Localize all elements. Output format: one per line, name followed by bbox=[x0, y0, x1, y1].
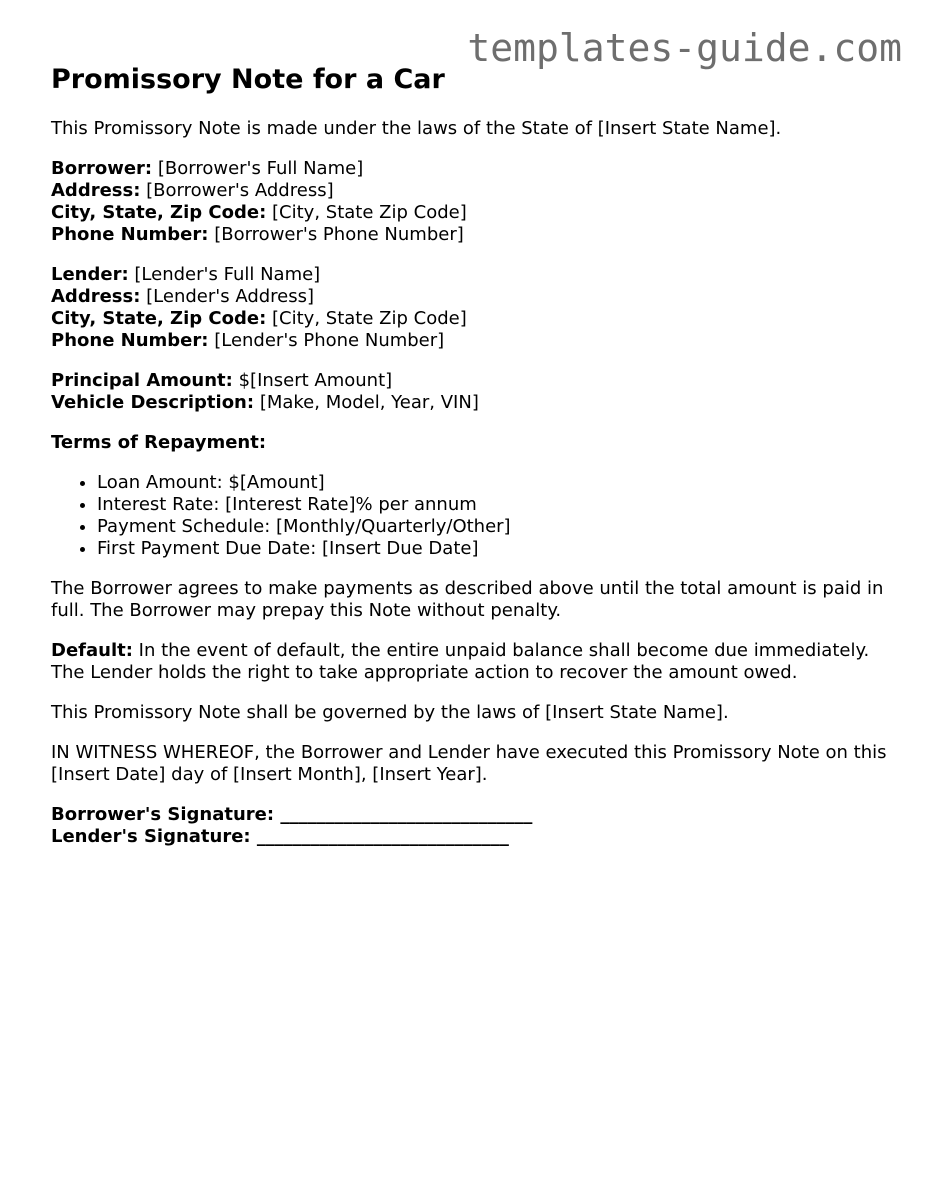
borrower-name-line bbox=[51, 158, 891, 180]
terms-list-item: • Interest Rate: [Interest Rate]% per annum bbox=[97, 494, 891, 516]
principal-value: $[Insert Amount] bbox=[238, 370, 393, 391]
lender-city-line bbox=[51, 308, 891, 330]
lender-address-line bbox=[51, 286, 891, 308]
default-text: In the event of default, the entire unpaid balance shall become due immediately. The Lender holds the right to take appropriate action to recover the amount owed. bbox=[51, 640, 870, 683]
lender-name-line bbox=[51, 264, 891, 286]
lender-signature-line bbox=[51, 826, 891, 848]
terms-list-item: • First Payment Due Date: [Insert Due Date] bbox=[97, 538, 891, 560]
borrower-phone-value: [Borrower's Phone Number] bbox=[214, 224, 464, 245]
borrower-city-line bbox=[51, 202, 891, 224]
terms-list-item: • Loan Amount: $[Amount] bbox=[97, 472, 891, 494]
borrower-name-value: [Borrower's Full Name] bbox=[157, 158, 364, 179]
lender-name-value: [Lender's Full Name] bbox=[134, 264, 321, 285]
default-label: Default: bbox=[51, 640, 133, 661]
terms-heading-label: Terms of Repayment: bbox=[51, 432, 267, 453]
lender-city-label: City, State, Zip Code: bbox=[51, 308, 267, 329]
lender-phone-value: [Lender's Phone Number] bbox=[214, 330, 445, 351]
loan-section bbox=[51, 370, 891, 414]
borrower-signature-label: Borrower's Signature: ____________________________ bbox=[51, 804, 533, 825]
signature-section bbox=[51, 804, 891, 848]
witness-paragraph: IN WITNESS WHEREOF, the Borrower and Lender have executed this Promissory Note on this [Insert Date] day of [Insert Month], [Insert Year]. bbox=[51, 742, 887, 785]
lender-address-value: [Lender's Address] bbox=[146, 286, 315, 307]
vehicle-label: Vehicle Description: bbox=[51, 392, 255, 413]
watermark: templates-guide.com bbox=[467, 26, 902, 70]
terms-list bbox=[51, 472, 891, 560]
borrower-phone-label: Phone Number: bbox=[51, 224, 209, 245]
borrower-address-line bbox=[51, 180, 891, 202]
borrower-name-label: Borrower: bbox=[51, 158, 153, 179]
payment-paragraph: The Borrower agrees to make payments as described above until the total amount is paid in full. The Borrower may prepay this Note without penalty. bbox=[51, 578, 884, 621]
vehicle-value: [Make, Model, Year, VIN] bbox=[259, 392, 479, 413]
lender-phone-label: Phone Number: bbox=[51, 330, 209, 351]
governing-law-paragraph: This Promissory Note shall be governed by the laws of [Insert State Name]. bbox=[51, 702, 729, 723]
borrower-address-label: Address: bbox=[51, 180, 141, 201]
principal-label: Principal Amount: bbox=[51, 370, 233, 391]
borrower-signature-line bbox=[51, 804, 891, 826]
lender-name-label: Lender: bbox=[51, 264, 129, 285]
lender-section bbox=[51, 264, 891, 352]
lender-phone-line bbox=[51, 330, 891, 352]
lender-city-value: [City, State Zip Code] bbox=[272, 308, 467, 329]
principal-line bbox=[51, 370, 891, 392]
terms-list-item: • Payment Schedule: [Monthly/Quarterly/Other] bbox=[97, 516, 891, 538]
page-title: Promissory Note for a Car bbox=[51, 64, 445, 95]
lender-address-label: Address: bbox=[51, 286, 141, 307]
intro-paragraph: This Promissory Note is made under the laws of the State of [Insert State Name]. bbox=[51, 118, 782, 139]
borrower-address-value: [Borrower's Address] bbox=[146, 180, 334, 201]
document bbox=[51, 60, 891, 848]
borrower-city-value: [City, State Zip Code] bbox=[272, 202, 467, 223]
terms-heading bbox=[51, 432, 891, 454]
lender-signature-label: Lender's Signature: ____________________________ bbox=[51, 826, 509, 847]
default-paragraph bbox=[51, 640, 891, 684]
borrower-section bbox=[51, 158, 891, 246]
borrower-phone-line bbox=[51, 224, 891, 246]
vehicle-line bbox=[51, 392, 891, 414]
borrower-city-label: City, State, Zip Code: bbox=[51, 202, 267, 223]
